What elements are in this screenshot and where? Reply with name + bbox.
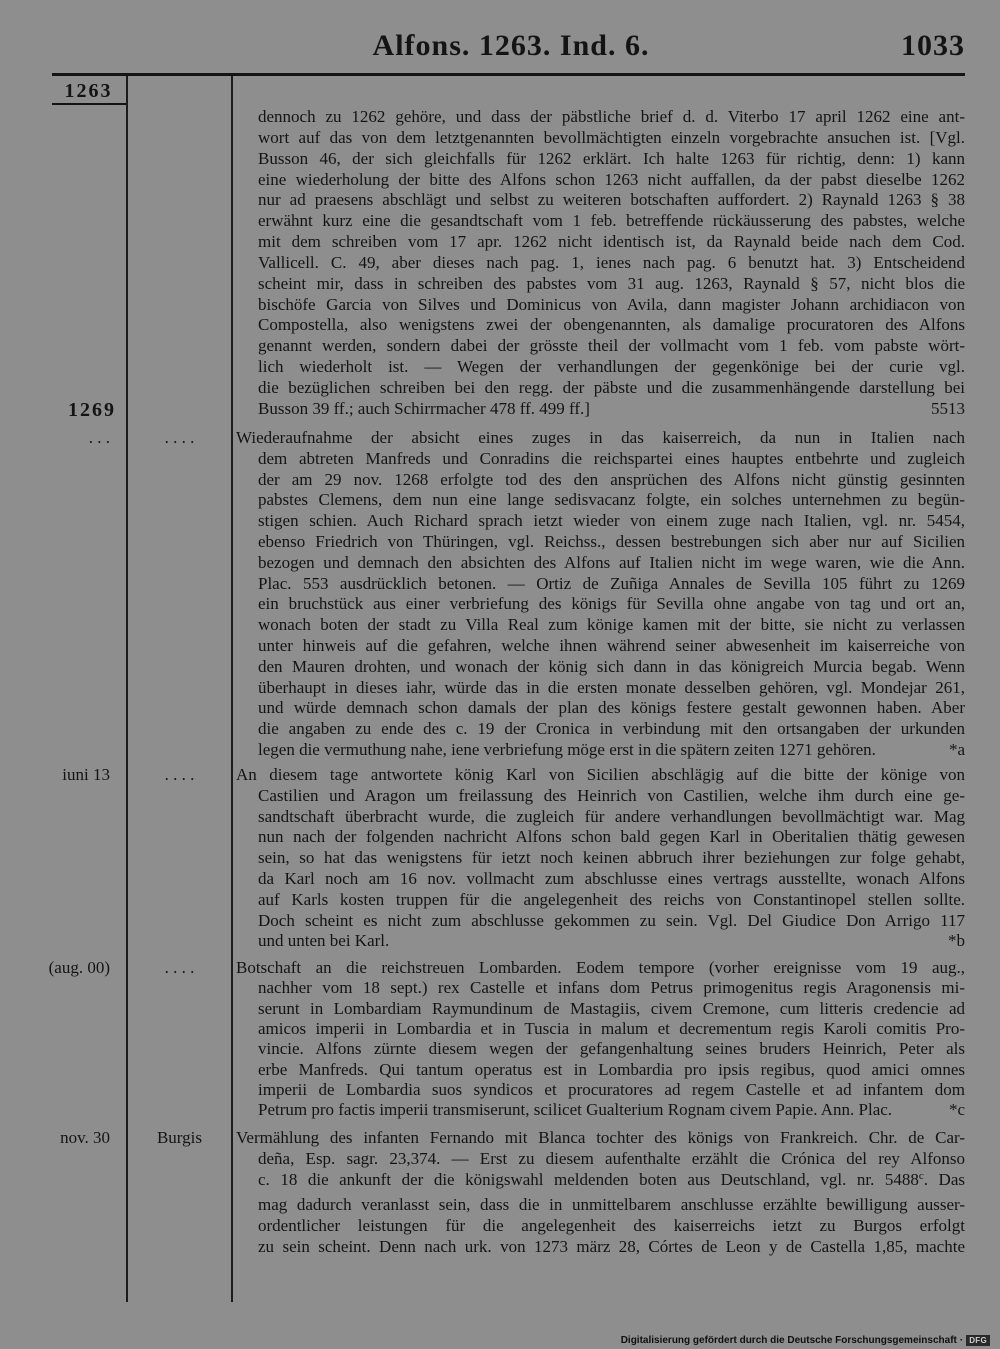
text-line: bezogen und demnach den absichten des Alfons auf Italien nicht im wege waren, wie die Ann.: [258, 552, 965, 572]
text-line: ordentlicher leistungen für die angelegenheit des kaiserreichs ietzt zu Burgos erfolgt: [258, 1215, 965, 1235]
text-line: die bezüglichen schreiben bei den regg. der päbste und die zusammenhängende darstellung bei: [258, 377, 965, 397]
text-line: serunt in Lombardiam Raymundinum de Mastagiis, civem Cremone, cum litteris credencie ad: [258, 998, 965, 1018]
text-line: da Karl noch am 16 nov. vollmacht zum abschlusse eines vertrags ausstellte, wonach Alfons: [258, 868, 965, 888]
text-line: auf Karls kosten truppen für die angelegenheit des reichs von Constantinopel stellen sollte.: [258, 889, 965, 909]
regest-text: [236, 1127, 965, 1257]
text-line: eine wiederholung der bitte des Alfons schon 1263 nicht auffallen, da der pabst dieselbe 1262: [258, 169, 965, 189]
date-column-divider: [126, 76, 128, 1302]
regest-date: nov. 30: [60, 1128, 110, 1147]
text-line: mag dadurch veranlasst sein, dass die in unmittelbarem anschlusse erzählte bewilligung ausser-: [258, 1194, 965, 1214]
text-line: dem abtreten Manfreds und Conradins die reichspartei eines hauptes entbehrte und zugleich: [258, 448, 965, 468]
text-line: unter hinweis auf die gefahren, welche ihnen während seiner abwesenheit im kaiserreiche von: [258, 635, 965, 655]
regest-place: . . . .: [164, 765, 195, 784]
regest-text: [236, 107, 965, 420]
text-line: wort auf das von dem letztgenannten bevollmächtigten einzeln vorgebrachte ansuchen ist. [Vgl.: [258, 127, 965, 147]
regest-text: [236, 428, 965, 761]
text-line: Castilien und Aragon um freilassung des Heinrich von Castilien, welche ihm durch eine ge-: [258, 785, 965, 805]
text-line: Plac. 553 ausdrücklich betonen. — Ortiz de Zuñiga Annales de Sevilla 105 führt zu 1269: [258, 573, 965, 593]
year-marker: 1269: [68, 399, 116, 421]
text-line: [236, 931, 965, 952]
text-line: bischöfe Garcia von Silves und Dominicus von Avila, dann magister Johann archidiacon von: [258, 294, 965, 314]
text-line: mit dem schreiben vom 17 apr. 1262 nicht identisch ist, da Raynald beide nach dem Cod.: [258, 232, 965, 252]
text-line: amicos imperii in Lombardia et in Tuscia in malum et decrementum regis Karoli comitis Pro-: [258, 1019, 965, 1039]
text-line: den Mauren drohten, und wonach der könig sich dann in das königreich Murcia begab. Wenn: [258, 656, 965, 676]
header-rule: [52, 73, 965, 76]
text-line: imperii de Lombardia suos syndicos et procuratores ad regem Castelle et ad infantem dom: [258, 1080, 965, 1100]
text-line: Busson 46, der sich gleichfalls für 1262 erklärt. Ich halte 1263 für richtig, denn: 1) kann: [258, 148, 965, 168]
regest-date: iuni 13: [62, 765, 110, 784]
text-line: zu sein scheint. Denn nach urk. von 1273 märz 28, Córtes de Leon y de Castella 1,85, machte: [258, 1237, 965, 1257]
text-line: scheint mir, dass in schreiben des pabstes vom 31 aug. 1263, Raynald § 57, nicht blos die: [258, 273, 965, 293]
text-line: überhaupt in dieses iahr, würde das in die ersten monate desselben gehören, vgl. Mondejar 261,: [258, 677, 965, 697]
year-rule: [52, 103, 128, 105]
text-line: sandtschaft überbracht wurde, die zugleich für andere verhandlungen bevollmächtigt war. Mag: [258, 806, 965, 826]
regest-date: . . .: [88, 428, 110, 447]
page-number: 1033: [901, 29, 965, 62]
regest-place: . . . .: [164, 428, 195, 447]
note-reference: *b: [948, 931, 965, 951]
regest-text: [236, 958, 965, 1121]
text-line: pabstes Clemens, dem nun eine lange sedisvacanz folgte, ein solches unternehmen zu begün-: [258, 490, 965, 510]
text-line: nachher vom 18 sept.) rex Castelle et infans dom Petrus primogenitus regis Aragonensis mi-: [258, 978, 965, 998]
text-line: stigen schien. Auch Richard sprach ietzt wieder von einem zuge nach Italien, vgl. nr. 5454,: [258, 511, 965, 531]
place-column-divider: [231, 76, 233, 1302]
text-line: erbe Manfreds. Qui tantum operatus est in Lombardia pro ipsis regibus, quod amici omnes: [258, 1059, 965, 1079]
dfg-logo-icon: DFG: [966, 1335, 990, 1346]
credit-separator: ·: [959, 1334, 964, 1346]
text-line: [236, 1100, 965, 1120]
text-line: [236, 1169, 965, 1193]
text-line: vincie. Alfons zürnte diesem wegen der gefangenhaltung seines bruders Heinrich, Peter als: [258, 1039, 965, 1059]
running-title: Alfons. 1263. Ind. 6.: [372, 29, 650, 62]
note-reference: *c: [948, 1100, 965, 1120]
line-text: und unten bei Karl.: [258, 931, 390, 951]
regest-number: 5513: [931, 398, 965, 418]
digitization-credit: [621, 1333, 990, 1347]
line-text: Petrum pro factis imperii transmiserunt, scilicet Gualterium Rognam civem Papie. Ann. Plac.: [258, 1100, 893, 1120]
running-year: 1263: [64, 80, 113, 102]
line-text: Busson 39 ff.; auch Schirrmacher 478 ff. 499 ff.]: [258, 398, 590, 418]
text-line: die angaben zu ende des c. 19 der Cronica in verbindung mit den ortsangaben der urkunden: [258, 719, 965, 739]
text-line: [236, 740, 965, 761]
credit-text: Digitalisierung gefördert durch die Deutsche Forschungsgemeinschaft: [620, 1334, 957, 1346]
text-line: Wiederaufnahme der absicht eines zuges in das kaiserreich, da nun in Italien nach: [236, 428, 965, 447]
text-line: Doch scheint es nicht zum abschlusse gekommen zu sein. Vgl. Del Giudice Don Arrigo 117: [258, 910, 965, 930]
text-line: [236, 399, 965, 420]
regest-number-suffix: c: [918, 1170, 924, 1183]
text-line: ebenso Friedrich von Thüringen, vgl. Reichss., dessen bestrebungen sich aber nur auf Sicilien: [258, 531, 965, 551]
text-line: Vallicell. C. 49, aber dieses nach pag. 1, ienes nach pag. 6 benutzt hat. 3) Entscheidend: [258, 252, 965, 272]
text-line: dennoch zu 1262 gehöre, und dass der päbstliche brief d. d. Viterbo 17 april 1262 eine ant-: [258, 107, 965, 126]
text-line: wonach boten der stadt zu Villa Real zum könige kamen mit der bitte, sie nicht zu verlassen: [258, 615, 965, 635]
regest-place: . . . .: [164, 958, 195, 977]
line-text: c. 18 die ankunft der die königswahl meldenden boten aus Deutschland, vgl. nr. 5488: [258, 1170, 919, 1190]
text-line: erwähnt kurz eine die gesandtschaft vom 1 feb. betreffende rückäusserung des pabstes, welche: [258, 211, 965, 231]
text-line: deña, Esp. sagr. 23,374. — Erst zu diesem aufenthalte erzählt die Crónica del rey Alfonso: [258, 1149, 965, 1169]
text-line: und würde demnach schon damals der plan des königs festere gestalt gewonnen haben. Aber: [258, 698, 965, 718]
text-line: nun nach der folgenden nachricht Alfons schon bald gegen Karl in Oberitalien thätig gewesen: [258, 827, 965, 847]
text-line: nur ad praesens abschlägt und selbst zu weiteren botschaften auffordert. 2) Raynald 1263 § 38: [258, 190, 965, 210]
text-line: lich wiederholt ist. — Wegen der verhandlungen der gegenkönige bei der curie vgl.: [258, 357, 965, 377]
line-text: . Das: [923, 1170, 965, 1190]
line-text: legen die vermuthung nahe, iene verbriefung möge erst in die spätern zeiten 1271 gehören.: [258, 739, 876, 759]
text-line: An diesem tage antwortete könig Karl von Sicilien abschlägig auf die bitte der könige von: [236, 765, 965, 784]
text-line: sein, so hat das wenigstens für ietzt noch keinen abbruch ihrer beziehungen zur folge gehabt,: [258, 848, 965, 868]
text-line: ein bruchstück aus einer verbriefung des königs für Sevilla ohne angabe von tag und ort an,: [258, 594, 965, 614]
text-line: genannt werden, sondern dabei der grösste theil der vollmacht vom 1 feb. vom pabste wört-: [258, 336, 965, 356]
text-line: der am 29 nov. 1268 erfolgte tod des den ansprüchen des Alfons nicht günstig gesinnten: [258, 469, 965, 489]
text-line: Botschaft an die reichstreuen Lombarden. Eodem tempore (vorher ereignisse vom 19 aug.,: [236, 958, 965, 977]
text-line: Vermählung des infanten Fernando mit Blanca tochter des königs von Frankreich. Chr. de Car-: [236, 1128, 965, 1147]
regest-date: (aug. 00): [48, 958, 110, 977]
regest-place: Burgis: [156, 1128, 203, 1147]
text-line: Compostella, also wenigstens zwei der obengenannten, als damalige procuratoren des Alfons: [258, 315, 965, 335]
note-reference: *a: [948, 739, 965, 759]
regest-text: [236, 765, 965, 952]
